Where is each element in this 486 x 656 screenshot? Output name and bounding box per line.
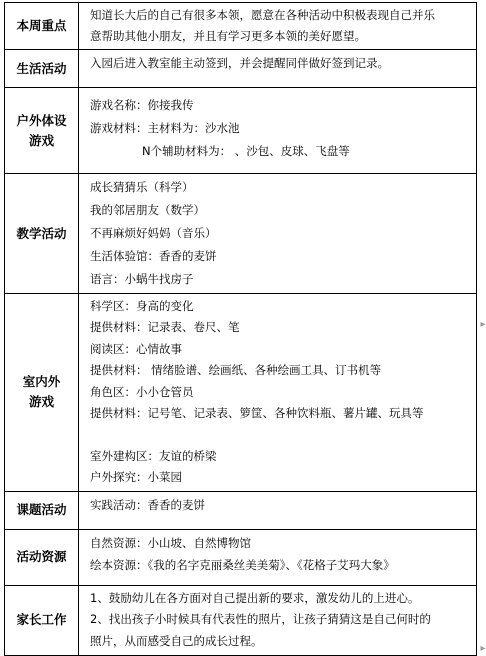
text-line: 室外建构区：友谊的桥梁 bbox=[90, 448, 217, 463]
content-teaching bbox=[79, 174, 477, 294]
content-parent-work bbox=[79, 585, 477, 655]
text-line: 我的邻居朋友（数学） bbox=[90, 203, 205, 217]
label-teaching: 教学活动 bbox=[5, 174, 79, 294]
label-indoor-outdoor-game: 室内外 游戏 bbox=[5, 294, 79, 492]
page-edge-arrow-icon: ▸ bbox=[480, 319, 486, 330]
text-line: 语言：小蜗牛找房子 bbox=[90, 272, 194, 286]
content-research-topic bbox=[79, 491, 477, 529]
text-line: 意帮助其他小朋友，并且有学习更多本领的美好愿望。 bbox=[90, 29, 366, 43]
text-line: 知道长大后的自己有很多本领，愿意在各种活动中积极表现自己并乐 bbox=[90, 8, 435, 22]
content-indoor-outdoor-game bbox=[79, 294, 477, 492]
text-line: 自然资源：小山坡、自然博物馆 bbox=[90, 535, 251, 550]
text-line: 实践活动：香香的麦饼 bbox=[90, 497, 205, 512]
text-line: 游戏材料：主材料为：沙水池 bbox=[90, 121, 240, 135]
label-outdoor-game: 户外体设 游戏 bbox=[5, 88, 79, 174]
row-daily-life bbox=[5, 50, 477, 88]
row-indoor-outdoor-game bbox=[5, 294, 477, 492]
text-line: 2、找出孩子小时候具有代表性的照片，让孩子猜猜这是自己何时的 bbox=[90, 612, 431, 627]
text-line: 生活体验馆：香香的麦饼 bbox=[90, 249, 217, 263]
text-line: 游戏名称：你接我传 bbox=[90, 98, 194, 112]
weekly-plan-table bbox=[4, 2, 477, 656]
blank-line bbox=[90, 424, 470, 445]
content-outdoor-game bbox=[79, 88, 477, 174]
label-daily-life: 生活活动 bbox=[5, 50, 79, 88]
text-line: 绘本资源：《我的名字克丽桑丝美美菊》、《花格子艾玛大象》 bbox=[90, 557, 395, 572]
label-resources: 活动资源 bbox=[5, 529, 79, 585]
row-resources bbox=[5, 529, 477, 585]
content-daily-life bbox=[79, 50, 477, 88]
text-line: 入园后进入教室能主动签到，并会提醒同伴做好签到记录。 bbox=[90, 56, 389, 70]
text-line: 户外探究：小菜园 bbox=[90, 470, 182, 485]
text-line: 角色区：小小仓管员 bbox=[90, 384, 194, 399]
content-weekly-focus bbox=[79, 3, 477, 50]
row-teaching bbox=[5, 174, 477, 294]
row-research-topic bbox=[5, 491, 477, 529]
text-line: 不再麻烦好妈妈（音乐） bbox=[90, 226, 217, 240]
page-edge-arrow-icon: ▸ bbox=[480, 643, 486, 654]
row-outdoor-game bbox=[5, 88, 477, 174]
content-resources bbox=[79, 529, 477, 585]
text-line: 科学区：身高的变化 bbox=[90, 299, 194, 313]
label-parent-work: 家长工作 bbox=[5, 585, 79, 655]
label-research-topic: 课题活动 bbox=[5, 491, 79, 529]
text-line: N个辅助材料为： 、沙包、皮球、飞盘等 bbox=[142, 144, 350, 158]
text-line: 提供材料：记录表、卷尺、笔 bbox=[90, 320, 240, 335]
text-line: 提供材料：记号笔、记录表、箩筐、各种饮料瓶、薯片罐、玩具等 bbox=[90, 406, 424, 421]
row-parent-work bbox=[5, 585, 477, 655]
text-line: 提供材料： 情绪脸谱、绘画纸、各种绘画工具、订书机等 bbox=[90, 363, 382, 378]
row-weekly-focus bbox=[5, 3, 477, 50]
text-line: 照片，从而感受自己的成长过程。 bbox=[90, 633, 263, 648]
text-line: 成长猜猜乐（科学） bbox=[90, 180, 194, 194]
text-line: 阅读区：心情故事 bbox=[90, 341, 182, 356]
text-line: 1、鼓励幼儿在各方面对自己提出新的要求，激发幼儿的上进心。 bbox=[90, 590, 420, 605]
label-weekly-focus: 本周重点 bbox=[5, 3, 79, 50]
